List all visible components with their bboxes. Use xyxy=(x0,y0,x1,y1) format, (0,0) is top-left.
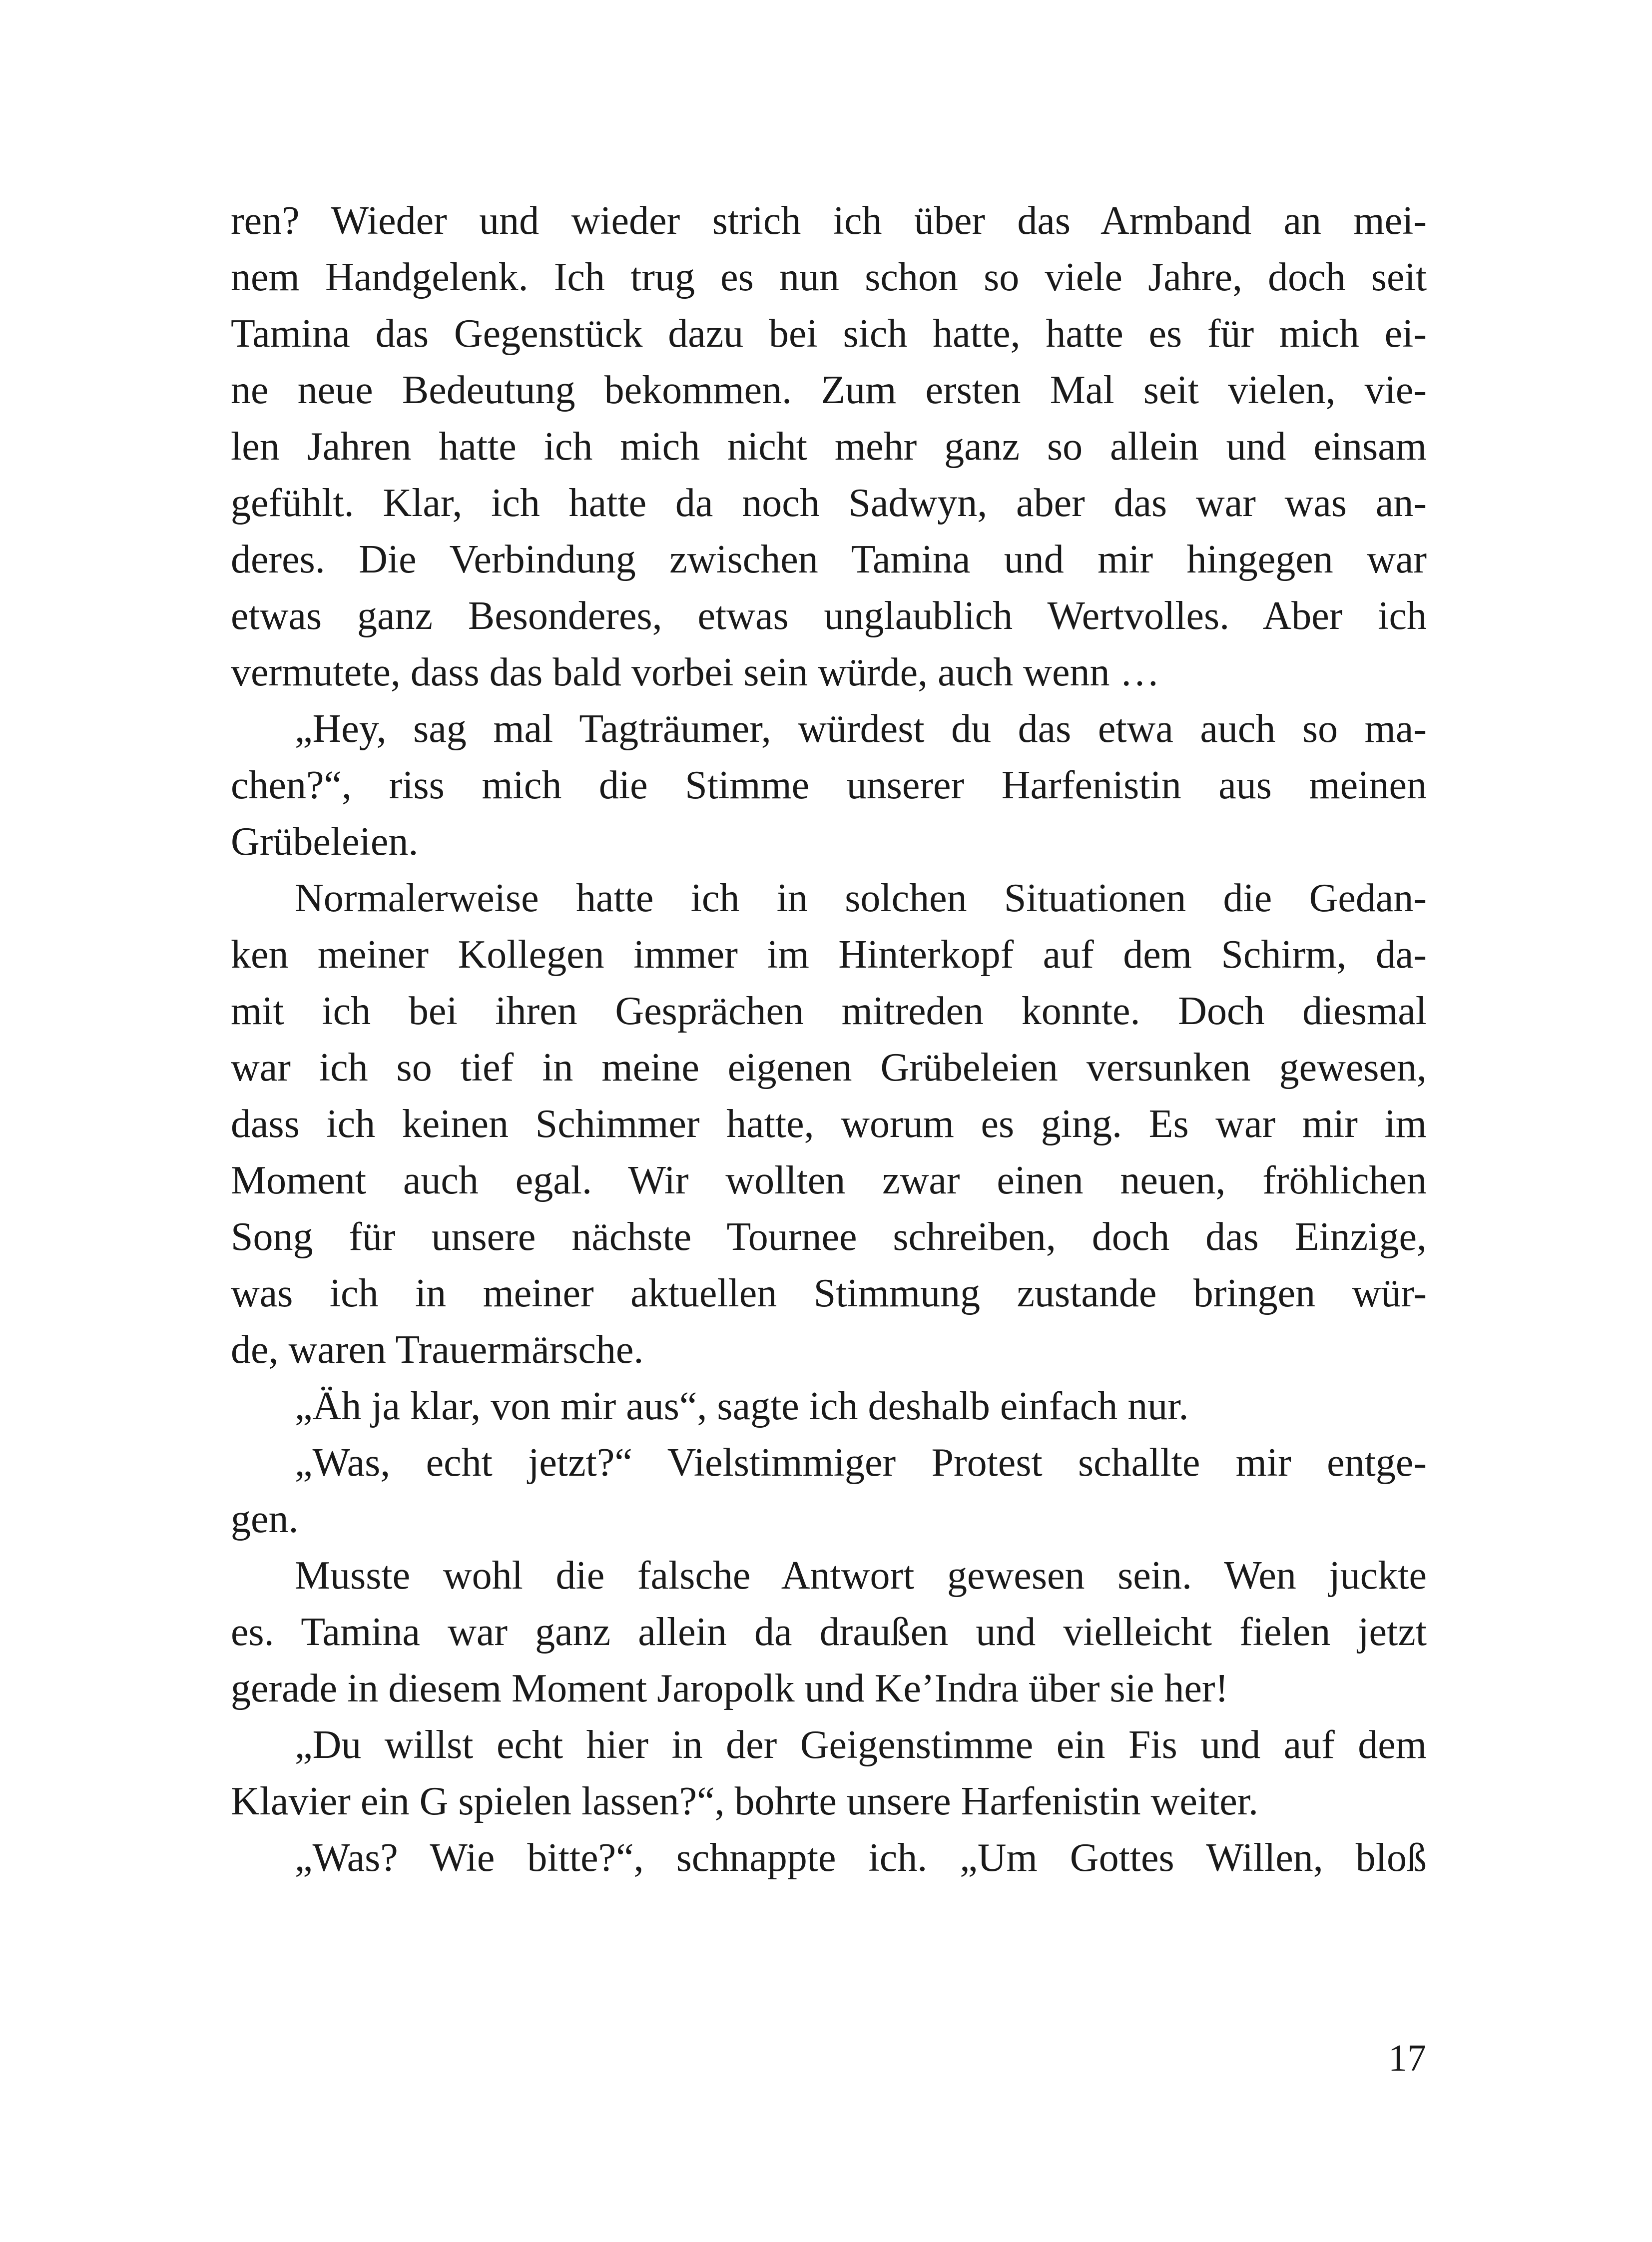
text-line: „Hey, sag mal Tagträumer, würdest du das etwa auch so ma- xyxy=(295,707,1427,751)
body-text xyxy=(231,193,1427,1886)
text-line: deres. Die Verbindung zwischen Tamina und mir hingegen war xyxy=(231,538,1427,581)
text-line: Normalerweise hatte ich in solchen Situationen die Gedan- xyxy=(295,876,1427,920)
text-line: Musste wohl die falsche Antwort gewesen sein. Wen juckte xyxy=(295,1554,1427,1598)
text-line: „Was, echt jetzt?“ Vielstimmiger Protest schallte mir entge- xyxy=(295,1441,1427,1485)
text-line: gerade in diesem Moment Jaropolk und Ke’Indra über sie her! xyxy=(231,1667,1229,1710)
text-line: Moment auch egal. Wir wollten zwar einen neuen, fröhlichen xyxy=(231,1158,1427,1202)
text-line: Klavier ein G spielen lassen?“, bohrte unsere Harfenistin weiter. xyxy=(231,1779,1259,1823)
text-line: nem Handgelenk. Ich trug es nun schon so viele Jahre, doch seit xyxy=(231,255,1427,299)
text-line: ne neue Bedeutung bekommen. Zum ersten Mal seit vielen, vie- xyxy=(231,368,1427,412)
text-line: vermutete, dass das bald vorbei sein würde, auch wenn … xyxy=(231,650,1160,694)
text-line: Grübeleien. xyxy=(231,820,419,864)
text-line: gefühlt. Klar, ich hatte da noch Sadwyn, aber das war was an- xyxy=(231,481,1427,525)
text-line: mit ich bei ihren Gesprächen mitreden konnte. Doch diesmal xyxy=(231,989,1427,1033)
page-number: 17 xyxy=(1388,2037,1426,2079)
text-line: etwas ganz Besonderes, etwas unglaublich Wertvolles. Aber ich xyxy=(231,594,1427,638)
text-line: „Äh ja klar, von mir aus“, sagte ich deshalb einfach nur. xyxy=(295,1384,1189,1428)
text-line: „Was? Wie bitte?“, schnappte ich. „Um Gottes Willen, bloß xyxy=(295,1836,1427,1880)
text-line: de, waren Trauermärsche. xyxy=(231,1328,644,1372)
text-line: ren? Wieder und wieder strich ich über das Armband an mei- xyxy=(231,199,1427,243)
text-line: war ich so tief in meine eigenen Grübeleien versunken gewesen, xyxy=(231,1046,1427,1090)
text-line: „Du willst echt hier in der Geigenstimme ein Fis und auf dem xyxy=(295,1723,1427,1767)
text-line: ken meiner Kollegen immer im Hinterkopf auf dem Schirm, da- xyxy=(231,933,1427,977)
text-line: gen. xyxy=(231,1497,299,1541)
text-line: len Jahren hatte ich mich nicht mehr ganz so allein und einsam xyxy=(231,425,1427,469)
text-line: es. Tamina war ganz allein da draußen und vielleicht fielen jetzt xyxy=(231,1610,1427,1654)
text-line: dass ich keinen Schimmer hatte, worum es ging. Es war mir im xyxy=(231,1102,1427,1146)
text-line: chen?“, riss mich die Stimme unserer Harfenistin aus meinen xyxy=(231,763,1427,807)
text-line: Song für unsere nächste Tournee schreiben, doch das Einzige, xyxy=(231,1215,1427,1259)
text-line: Tamina das Gegenstück dazu bei sich hatte, hatte es für mich ei- xyxy=(231,312,1427,356)
text-line: was ich in meiner aktuellen Stimmung zustande bringen wür- xyxy=(231,1271,1427,1315)
